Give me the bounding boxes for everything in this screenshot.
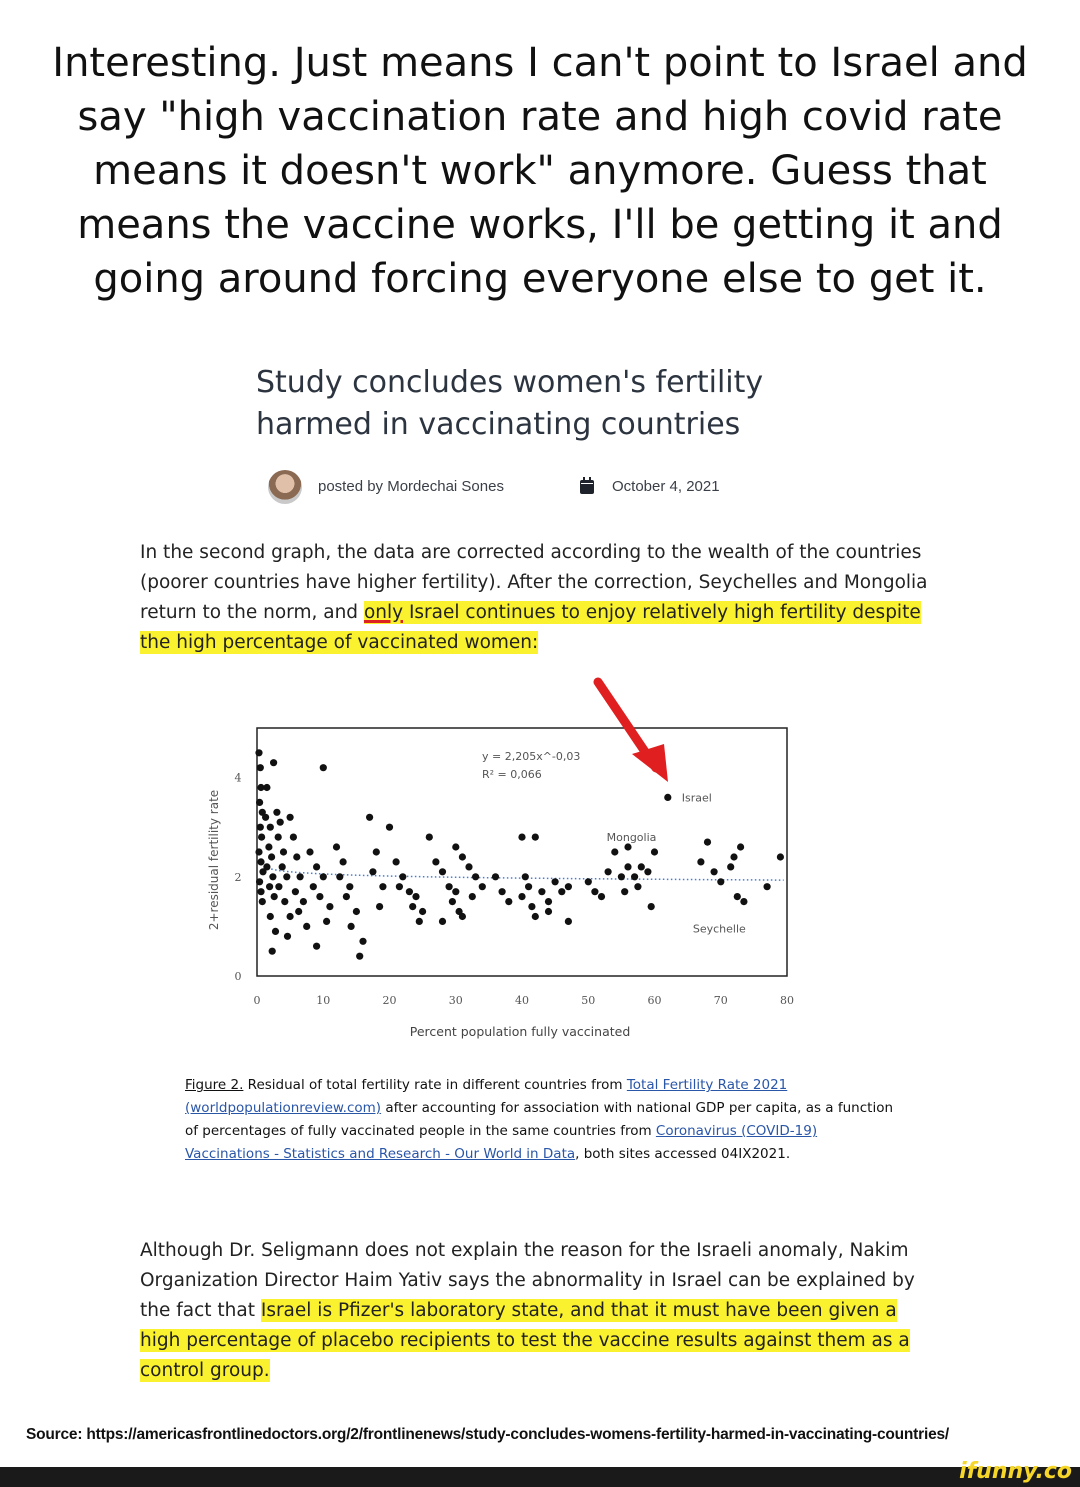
data-point [624,843,631,850]
data-point [279,863,286,870]
figure-text-b: after accounting for association with national GDP per capita, as a function of percentages of fully vaccinated people in the same countries from [185,1100,894,1139]
data-point [469,893,476,900]
data-point [648,903,655,910]
data-point [310,883,317,890]
data-point [734,893,741,900]
data-point [356,953,363,960]
data-point [346,883,353,890]
data-point [532,913,539,920]
paragraph-2-text: Although Dr. Seligmann does not explain the reason for the Israeli anomaly, Nakim Organization Director Haim Yativ says the abnormality in Israel can be explained by the fact that [140,1240,915,1321]
data-point [472,873,479,880]
data-point [634,883,641,890]
data-point [439,918,446,925]
data-point [340,858,347,865]
data-point [452,888,459,895]
data-point [598,893,605,900]
data-point [275,883,282,890]
data-point [267,913,274,920]
data-point [287,913,294,920]
r-squared-label: R² = 0,066 [482,768,542,781]
data-point [273,809,280,816]
data-point [280,848,287,855]
plot-frame [257,728,787,976]
data-point [518,893,525,900]
data-point [396,883,403,890]
x-tick-label: 70 [713,994,728,1007]
data-point [664,794,671,801]
author-name[interactable]: posted by Mordechai Sones [318,478,504,495]
data-point [369,868,376,875]
data-point [348,923,355,930]
data-point [256,878,263,885]
author-avatar [268,470,302,504]
y-tick-label: 4 [234,771,242,785]
x-tick-label: 0 [253,994,261,1007]
data-point [399,873,406,880]
x-tick-label: 40 [515,994,529,1007]
data-point [426,834,433,841]
data-point [525,883,532,890]
data-point [386,824,393,831]
highlight-only: only [363,602,404,623]
scatter-chart [200,660,820,1040]
data-point [326,903,333,910]
data-point [306,848,313,855]
data-point [545,898,552,905]
data-point [373,848,380,855]
data-point [439,868,446,875]
data-point [409,903,416,910]
data-point [316,893,323,900]
data-point [740,898,747,905]
data-point [412,893,419,900]
footer-bar [0,1459,1080,1487]
data-point [376,903,383,910]
paragraph-2-highlight: Israel is Pfizer's laboratory state, and that it must have been given a high percentage of placebo recipients to test the vaccine results against them as a control group. [140,1300,910,1381]
data-point [290,834,297,841]
meme-caption: Interesting. Just means I can't point to Israel and say "high vaccination rate and high covid rate means it doesn't work" anymore. Guess that means the vaccine works, I'll be getting it and going around forcing everyone else to get it. [52,40,1028,302]
data-point [717,878,724,885]
fertility-source-link[interactable]: Total Fertility Rate 2021 (worldpopulationreview.com) [185,1077,788,1116]
x-tick-label: 30 [448,994,463,1007]
data-point [565,918,572,925]
data-point [257,824,264,831]
data-point [416,918,423,925]
annotation-seychelle: Seychelle [692,922,746,936]
data-point [565,883,572,890]
post-date: October 4, 2021 [612,478,720,495]
data-point [263,863,270,870]
data-point [297,873,304,880]
data-point [366,814,373,821]
data-point [343,893,350,900]
y-axis-label: 2+residual fertility rate [207,789,221,931]
data-point [393,858,400,865]
data-point [465,863,472,870]
data-point [265,843,272,850]
x-tick-label: 10 [316,994,331,1007]
data-point [505,898,512,905]
data-point [270,759,277,766]
data-point [256,799,263,806]
data-point [558,888,565,895]
vaccination-source-link[interactable]: Coronavirus (COVID-19) Vaccinations - Statistics and Research - Our World in Data [185,1123,818,1162]
ifunny-watermark: ifunny.co [959,1459,1072,1484]
data-point [737,843,744,850]
data-point [446,883,453,890]
data-point [419,908,426,915]
data-point [257,764,264,771]
figure-caption [185,1074,905,1166]
data-point [259,898,266,905]
data-point [605,868,612,875]
data-point [379,883,386,890]
data-point [320,764,327,771]
data-point [255,848,262,855]
data-point [432,858,439,865]
data-point [283,873,290,880]
data-point [359,938,366,945]
x-tick-label: 80 [780,994,794,1007]
data-point [459,853,466,860]
paragraph-1-text: In the second graph, the data are corrected according to the wealth of the countries (poorer countries have higher fertility). After the correction, Seychelles and Mongolia return to the norm, and [140,542,928,623]
article-paragraph-1 [140,538,940,658]
y-tick-label: 2 [234,870,242,884]
data-point [300,898,307,905]
data-point [538,888,545,895]
data-point [651,848,658,855]
data-point [611,848,618,855]
data-point [621,888,628,895]
data-point [764,883,771,890]
data-point [452,843,459,850]
data-point [353,908,360,915]
data-point [704,839,711,846]
data-point [522,873,529,880]
data-point [292,888,299,895]
data-point [730,853,737,860]
data-point [727,863,734,870]
data-point [257,858,264,865]
data-point [333,843,340,850]
x-tick-label: 50 [581,994,596,1007]
data-point [269,873,276,880]
data-point [293,853,300,860]
data-point [284,933,291,940]
data-point [275,834,282,841]
data-point [262,814,269,821]
data-point [459,913,466,920]
data-point [449,898,456,905]
data-point [479,883,486,890]
data-point [532,834,539,841]
data-point [618,873,625,880]
article-title: Study concludes women's fertility harmed in vaccinating countries [256,365,764,442]
data-point [277,819,284,826]
data-point [638,863,645,870]
data-point [320,873,327,880]
data-point [499,888,506,895]
data-point [585,878,592,885]
data-point [336,873,343,880]
x-tick-label: 20 [382,994,397,1007]
y-tick-label: 0 [234,970,242,983]
data-point [281,898,288,905]
scatter-svg [200,660,820,1040]
data-point [271,893,278,900]
data-point [257,888,264,895]
data-point [263,784,270,791]
paragraph-1-highlight: Israel continues to enjoy relatively high fertility despite the high percentage of vaccinated women: [140,602,921,653]
data-point [255,749,262,756]
data-point [777,853,784,860]
article-paragraph-2 [140,1236,940,1386]
data-point [492,873,499,880]
figure-text-c: , both sites accessed 04IX2021. [575,1146,791,1162]
x-tick-label: 60 [647,994,662,1007]
data-point [406,888,413,895]
data-point [303,923,310,930]
data-point [624,863,631,870]
data-point [295,908,302,915]
data-point [258,834,265,841]
annotation-israel: Israel [681,791,712,805]
data-point [528,903,535,910]
equation-label: y = 2,205x^-0,03 [482,750,581,763]
annotation-mongolia: Mongolia [606,831,657,845]
data-point [644,868,651,875]
figure-text-a: Residual of total fertility rate in different countries from [243,1077,627,1093]
figure-label: Figure 2. [185,1077,244,1093]
data-point [313,943,320,950]
data-point [266,883,273,890]
data-point [711,868,718,875]
data-point [272,928,279,935]
data-point [268,853,275,860]
data-point [287,814,294,821]
data-point [545,908,552,915]
article-byline [268,468,868,506]
data-point [518,834,525,841]
data-point [267,824,274,831]
data-point [269,948,276,955]
data-point [313,863,320,870]
data-point [591,888,598,895]
calendar-icon [580,480,594,494]
data-point [552,878,559,885]
data-point [323,918,330,925]
data-point [631,873,638,880]
source-url[interactable]: Source: https://americasfrontlinedoctors.org/2/frontlinenews/study-concludes-womens-fertility-harmed-in-vaccinating-countries/ [26,1426,950,1443]
x-axis-label: Percent population fully vaccinated [409,1024,631,1039]
data-point [697,858,704,865]
